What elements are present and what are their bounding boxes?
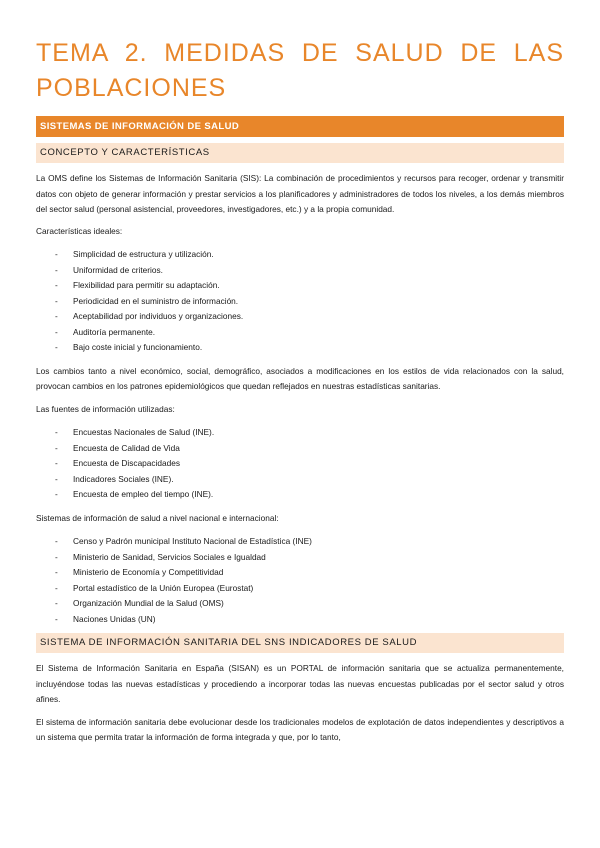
dash-bullet: - <box>55 264 58 275</box>
list-item: - Encuesta de Discapacidades <box>36 456 564 472</box>
dash-bullet: - <box>55 311 58 321</box>
list-item: - Encuesta de Calidad de Vida <box>36 441 564 457</box>
dash-bullet: - <box>55 458 58 468</box>
dash-bullet: - <box>55 598 58 608</box>
sisan-paragraph: El Sistema de Información Sanitaria en España (SISAN) es un PORTAL de información sanitaria que se actualiza permanentemente, incluyéndose todas las nuevas estadísticas y procediendo a incorporar todas las nuevas encuestas publicadas por el sector salud y otros afines. <box>36 663 564 704</box>
page-title: TEMA 2. MEDIDAS DE SALUD DE LAS POBLACIONES <box>36 39 564 102</box>
list-item: - Flexibilidad para permitir su adaptación. <box>36 278 564 294</box>
ideal-characteristics-list <box>36 247 564 356</box>
sources-label: Las fuentes de información utilizadas: <box>36 403 175 414</box>
dash-bullet: - <box>55 582 58 593</box>
dash-bullet: - <box>55 326 58 337</box>
dash-bullet: - <box>55 427 58 437</box>
systems-list <box>36 534 564 627</box>
list-item: - Uniformidad de criterios. <box>36 263 564 279</box>
dash-bullet: - <box>55 536 58 546</box>
dash-bullet: - <box>55 489 58 499</box>
list-item: - Encuesta de empleo del tiempo (INE). <box>36 487 564 503</box>
dash-bullet: - <box>55 295 58 306</box>
ideal-characteristics-label: Características ideales: <box>36 225 123 236</box>
dash-bullet: - <box>55 473 58 484</box>
dash-bullet: - <box>55 249 58 259</box>
list-item: - Naciones Unidas (UN) <box>36 612 564 628</box>
dash-bullet: - <box>55 551 58 562</box>
subsection-header-concepto: CONCEPTO Y CARACTERÍSTICAS <box>36 143 564 163</box>
list-item: - Organización Mundial de la Salud (OMS) <box>36 596 564 612</box>
sources-list <box>36 425 564 503</box>
dash-bullet: - <box>55 613 58 624</box>
list-item: - Aceptabilidad por individuos y organizaciones. <box>36 309 564 325</box>
dash-bullet: - <box>55 280 58 290</box>
list-item: - Auditoría permanente. <box>36 325 564 341</box>
list-item: - Ministerio de Sanidad, Servicios Sociales e Igualdad <box>36 550 564 566</box>
list-item: - Simplicidad de estructura y utilización. <box>36 247 564 263</box>
changes-paragraph: Los cambios tanto a nivel económico, social, demográfico, asociados a modificaciones en los estilos de vida relacionados con la salud, provocan cambios en los patrones epidemiológicos que quedan reflejados en nuestras estadísticas sanitarias. <box>36 365 564 391</box>
systems-label: Sistemas de información de salud a nivel nacional e internacional: <box>36 512 279 523</box>
list-item: - Bajo coste inicial y funcionamiento. <box>36 340 564 356</box>
section-header-sistemas: SISTEMAS DE INFORMACIÓN DE SALUD <box>36 116 564 137</box>
list-item: - Indicadores Sociales (INE). <box>36 472 564 488</box>
list-item: - Portal estadístico de la Unión Europea (Eurostat) <box>36 581 564 597</box>
list-item: - Periodicidad en el suministro de información. <box>36 294 564 310</box>
list-item: - Encuestas Nacionales de Salud (INE). <box>36 425 564 441</box>
dash-bullet: - <box>55 567 58 577</box>
list-item: - Censo y Padrón municipal Instituto Nacional de Estadística (INE) <box>36 534 564 550</box>
subsection-header-sisan: SISTEMA DE INFORMACIÓN SANITARIA DEL SNS INDICADORES DE SALUD <box>36 633 564 653</box>
dash-bullet: - <box>55 442 58 453</box>
dash-bullet: - <box>55 342 58 352</box>
intro-paragraph: La OMS define los Sistemas de Información Sanitaria (SIS): La combinación de procedimientos y recursos para recoger, ordenar y transmitir datos con objeto de generar información y prestar servicios a los planificadores y administradores de todos los niveles, a los demás miembros del sector salud (personal asistencial, proveedores, investigadores, etc.) y a la propia comunidad. <box>36 173 564 214</box>
evolution-paragraph: El sistema de información sanitaria debe evolucionar desde los tradicionales modelos de explotación de datos independientes y descriptivos a un sistema que permita tratar la información de forma integrada y que, por lo tanto, <box>36 716 564 742</box>
list-item: - Ministerio de Economía y Competitividad <box>36 565 564 581</box>
